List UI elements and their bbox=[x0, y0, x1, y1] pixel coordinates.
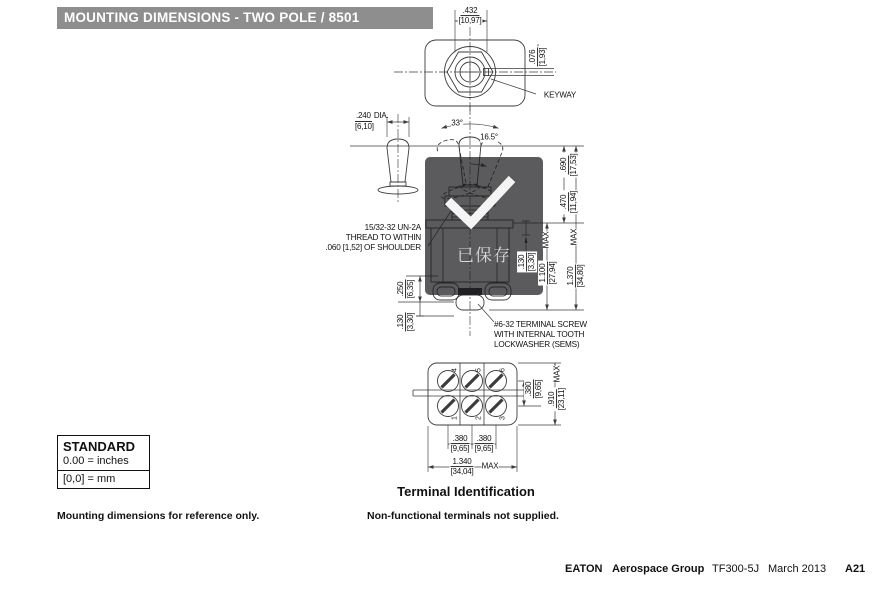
dim-bushing-width: .432 [10,97] bbox=[458, 6, 482, 26]
terminals-note: Non-functional terminals not supplied. bbox=[367, 510, 559, 522]
dim-terminal-width: 1.340 [34,04] bbox=[450, 457, 474, 477]
dim-lever-height: .690 [17,53] bbox=[559, 153, 579, 177]
dim-terminal-height-max-label: MAX bbox=[552, 365, 562, 383]
dim-terminal-col2: .380 [9,65] bbox=[474, 434, 494, 454]
terminal-screws bbox=[438, 371, 507, 417]
legend-inches: 0.00 = inches bbox=[63, 455, 129, 467]
save-toast-message: 已保存 bbox=[457, 246, 511, 265]
dim-bushing-height: .470 [11,94] bbox=[559, 190, 579, 214]
svg-text:6: 6 bbox=[499, 368, 507, 372]
footer-doc-number: TF300-5J bbox=[712, 563, 760, 575]
dim-overall-max-label: MAX bbox=[569, 228, 579, 246]
mounting-note: Mounting dimensions for reference only. bbox=[57, 510, 260, 522]
thread-note: 15/32-32 UN-2A THREAD TO WITHIN .060 [1,52] OF SHOULDER bbox=[325, 223, 421, 252]
checkmark-icon bbox=[425, 157, 543, 237]
dim-left-upper: .250 [6,35] bbox=[396, 279, 416, 299]
dim-lever-diameter: .240 DIA. [6,10] bbox=[355, 111, 389, 131]
save-confirmation-toast bbox=[425, 157, 543, 295]
dim-plate-thickness: .130 [3,30] bbox=[517, 252, 537, 272]
footer-page-number: A21 bbox=[845, 563, 866, 575]
svg-text:4: 4 bbox=[451, 368, 459, 372]
svg-text:2: 2 bbox=[475, 416, 483, 420]
front-view-drawing bbox=[390, 2, 620, 114]
keyway-label: KEYWAY bbox=[543, 90, 577, 100]
keyway-leader bbox=[491, 79, 536, 94]
angle-total-label: 33° bbox=[451, 118, 463, 128]
units-legend-box bbox=[57, 435, 150, 489]
footer-date: March 2013 bbox=[768, 563, 827, 575]
dim-terminal-width-max-label: MAX bbox=[481, 461, 499, 471]
svg-text:1: 1 bbox=[451, 416, 459, 420]
terminal-identification-heading: Terminal Identification bbox=[397, 484, 535, 499]
dim-terminal-row: .380 [9,65] bbox=[524, 379, 544, 399]
angle-half-label: 16.5° bbox=[480, 132, 498, 142]
svg-text:5: 5 bbox=[475, 368, 483, 372]
terminal-screw-note: #6-32 TERMINAL SCREW WITH INTERNAL TOOTH LOCKWASHER (SEMS) bbox=[494, 320, 587, 349]
svg-text:3: 3 bbox=[499, 416, 507, 420]
dim-overall-height: 1.370 [34,80] bbox=[566, 264, 586, 288]
dim-body-max-label: MAX bbox=[541, 231, 551, 249]
dim-terminal-col1: .380 [9,65] bbox=[450, 434, 470, 454]
page-title: MOUNTING DIMENSIONS - TWO POLE / 8501 bbox=[57, 7, 433, 29]
screw-note-leader bbox=[478, 304, 494, 322]
footer-company: EATON bbox=[565, 563, 603, 575]
switch-body-outline bbox=[425, 40, 525, 106]
dim-left-lower: .130 [3,30] bbox=[396, 312, 416, 332]
footer-division: Aerospace Group bbox=[612, 563, 705, 575]
legend-title: STANDARD bbox=[63, 439, 135, 454]
dim-body-height: 1.100 [27,94] bbox=[538, 261, 558, 285]
dim-terminal-height: .910 [23,11] bbox=[547, 387, 567, 411]
dim-keyway-width: .076 [1,93] bbox=[528, 47, 548, 67]
legend-mm: [0,0] = mm bbox=[58, 470, 149, 488]
